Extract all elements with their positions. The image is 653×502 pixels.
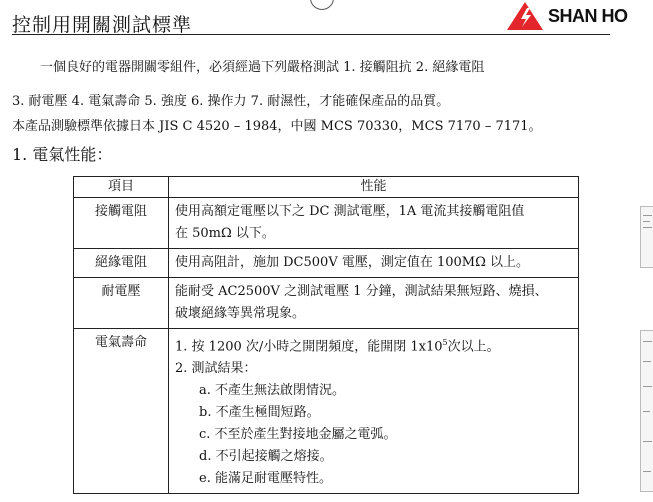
row-desc-withstand-voltage	[169, 278, 579, 329]
sub-item: b. 不產生極間短路。	[199, 405, 320, 421]
sub-item: c. 不至於產生對接地金屬之電弧。	[199, 427, 397, 443]
row-item-contact-resistance: 接觸電阻	[74, 198, 169, 249]
sub-item: e. 能滿足耐電壓特性。	[199, 471, 332, 487]
logo-triangle-icon	[506, 1, 544, 31]
row-desc-contact-resistance	[169, 198, 579, 249]
table-row	[74, 278, 579, 329]
header-performance: 性能	[169, 177, 579, 198]
sub-item: a. 不產生無法啟閉情況。	[199, 383, 346, 399]
sub-item: d. 不引起接觸之熔接。	[199, 449, 333, 465]
desc-line: 破壞絕緣等異常現象。	[175, 306, 306, 321]
header-item: 項目	[74, 177, 169, 198]
intro-line-1: 一個良好的電器開關零組件，必須經過下列嚴格測試 1. 接觸阻抗 2. 絕緣電阻	[40, 60, 485, 75]
desc-line-prefix: 1. 按 1200 次/小時之開閉頻度，能開閉 1x10	[175, 339, 443, 355]
desc-line: 在 50mΩ 以下。	[175, 226, 275, 241]
table-row	[74, 249, 579, 278]
brand-logo	[506, 0, 628, 32]
desc-line: 使用高阻計，施加 DC500V 電壓，測定值在 100MΩ 以上。	[175, 255, 530, 270]
desc-line-suffix: 次以上。	[447, 339, 500, 355]
top-circle-decoration	[310, 0, 334, 10]
row-desc-electrical-life	[169, 329, 579, 494]
row-item-insulation-resistance: 絕緣電阻	[74, 249, 169, 278]
exponent: 5	[442, 338, 448, 347]
electrical-performance-table	[73, 176, 579, 494]
table-header-row	[74, 177, 579, 198]
row-item-electrical-life: 電氣壽命	[74, 329, 169, 494]
intro-line-2: 3. 耐電壓 4. 電氣壽命 5. 強度 6. 操作力 7. 耐濕性，才能確保產品的品質。	[12, 94, 450, 109]
side-page-thumbnail[interactable]	[640, 330, 653, 492]
desc-line: 2. 測試結果：	[175, 361, 257, 377]
header-divider	[12, 34, 610, 35]
desc-line	[175, 332, 572, 358]
table-row	[74, 329, 579, 494]
row-item-withstand-voltage: 耐電壓	[74, 278, 169, 329]
desc-line: 使用高額定電壓以下之 DC 測試電壓，1A 電流其接觸電阻值	[175, 204, 525, 219]
intro-line-3: 本產品測驗標準依據日本 JIS C 4520 – 1984，中國 MCS 70330，MCS 7170 – 7171。	[12, 119, 542, 134]
table-row	[74, 198, 579, 249]
side-page-thumbnail[interactable]	[640, 206, 653, 268]
logo-text: SHAN HO	[548, 5, 628, 26]
section-title: 1. 電氣性能：	[12, 145, 113, 164]
page-title: 控制用開關測試標準	[12, 14, 193, 36]
desc-line: 能耐受 AC2500V 之測試電壓 1 分鐘，測試結果無短路、燒損、	[175, 284, 548, 299]
row-desc-insulation-resistance	[169, 249, 579, 278]
